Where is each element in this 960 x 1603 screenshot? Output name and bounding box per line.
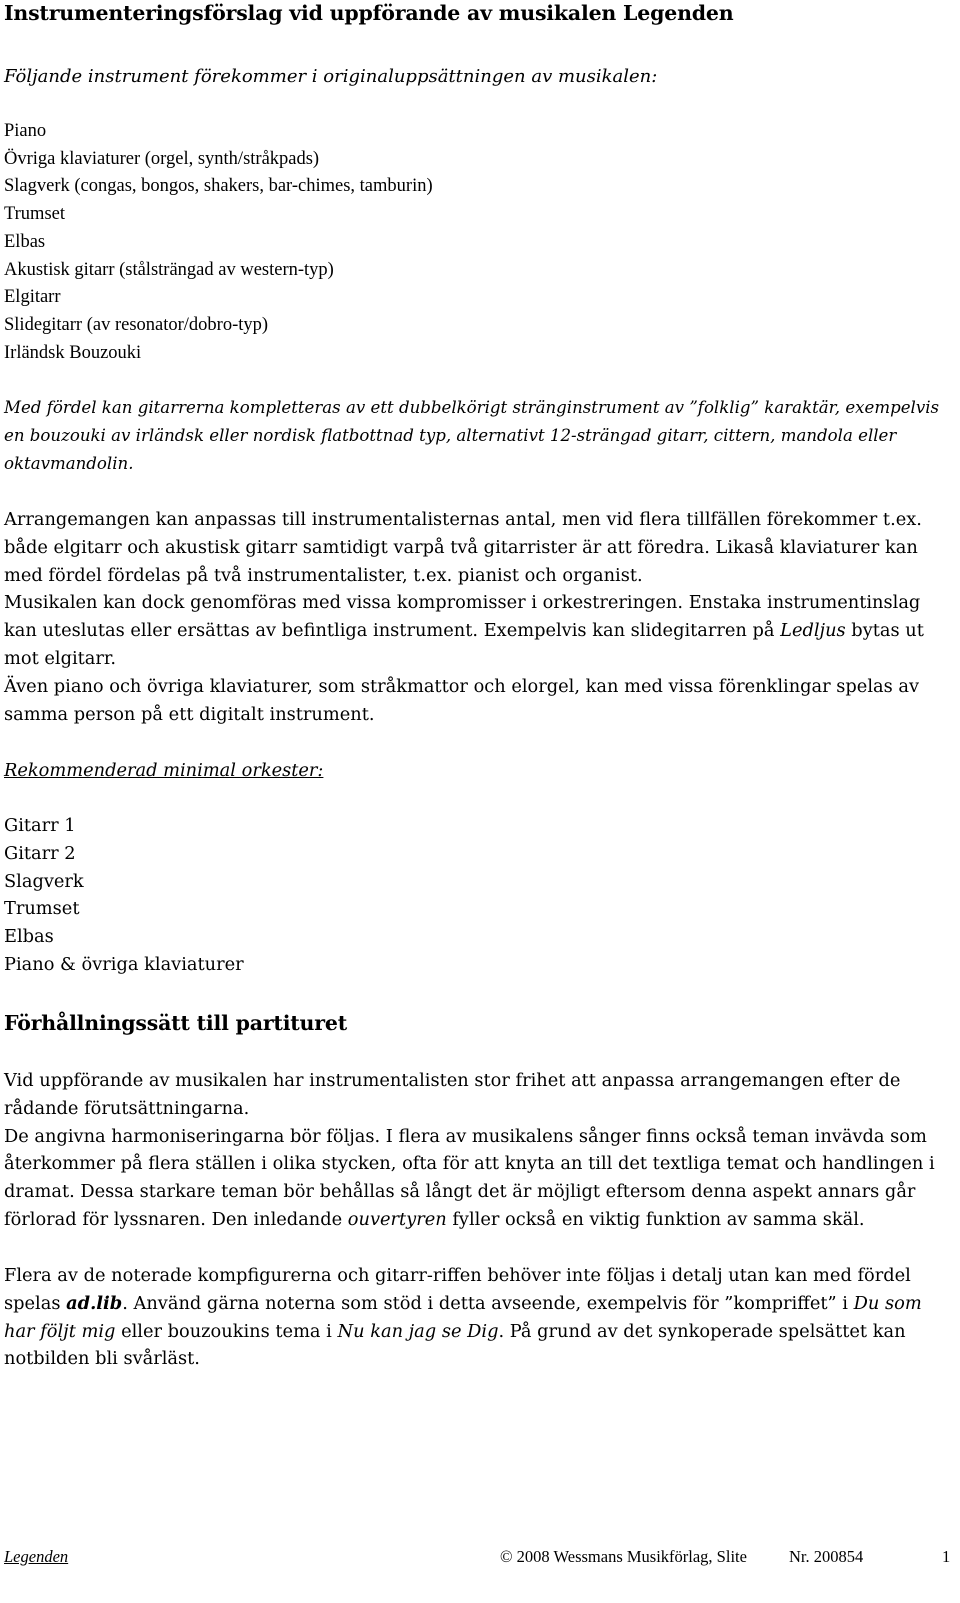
adlib-term: ad.lib xyxy=(66,1292,123,1314)
line-text: . På grund av det synkoperade spelsättet kan xyxy=(498,1320,906,1342)
line-text: . Använd gärna noterna som stöd i detta avseende, exempelvis för ”kompriffet” i xyxy=(122,1292,854,1314)
list-item: Irländsk Bouzouki xyxy=(4,342,142,363)
song-title: Ledljus xyxy=(780,620,846,642)
line-text: förlorad för lyssnaren. Den inledande xyxy=(4,1208,348,1230)
list-item: Gitarr 1 xyxy=(4,815,76,836)
list-item: Trumset xyxy=(4,204,66,225)
footer-number: Nr. 200854 xyxy=(789,1547,864,1566)
paragraph-line: Med fördel kan gitarrerna kompletteras av ett dubbelkörigt stränginstrument av ”folklig” karaktär, exempelvis xyxy=(4,398,940,417)
paragraph-line: rådande förutsättningarna. xyxy=(4,1097,250,1119)
line-text: eller bouzoukins tema i xyxy=(115,1320,338,1342)
list-item: Övriga klaviaturer (orgel, synth/stråkpads) xyxy=(4,148,320,169)
paragraph-line: oktavmandolin. xyxy=(4,453,134,473)
arrangement-paragraph xyxy=(4,506,924,728)
line-text: spelas xyxy=(4,1292,67,1314)
paragraph-line: mot elgitarr. xyxy=(4,647,117,669)
list-item: Slagverk (congas, bongos, shakers, bar-chimes, tamburin) xyxy=(4,176,433,197)
list-item: Slagverk xyxy=(4,870,84,892)
list-item: Slidegitarr (av resonator/dobro-typ) xyxy=(4,314,269,335)
section-heading: Förhållningssätt till partituret xyxy=(4,1011,347,1035)
italic-paragraph xyxy=(4,394,939,477)
list-item: Elbas xyxy=(4,926,54,948)
paragraph-line: återkommer på flera ställen i olika stycken, ofta för att knyta an till det textliga temat och handlingen i xyxy=(4,1153,935,1175)
minimal-orchestra-list xyxy=(4,812,244,979)
intro-text: Följande instrument förekommer i originaluppsättningen av musikalen: xyxy=(4,66,658,87)
minimal-orchestra-heading: Rekommenderad minimal orkester: xyxy=(4,760,324,781)
paragraph-line: med fördel fördelas på två instrumentalister, t.ex. pianist och organist. xyxy=(4,564,643,586)
paragraph-line: Flera av de noterade kompfigurerna och gitarr-riffen behöver inte följas i detalj utan kan med fördel xyxy=(4,1265,911,1286)
list-item: Trumset xyxy=(4,898,80,920)
footer-copyright: © 2008 Wessmans Musikförlag, Slite xyxy=(500,1547,747,1566)
line-text: fyller också en viktig funktion av samma skäl. xyxy=(446,1208,865,1230)
list-item: Akustisk gitarr (stålsträngad av western-typ) xyxy=(4,259,334,280)
list-item: Gitarr 2 xyxy=(4,842,76,864)
score-paragraph xyxy=(4,1067,935,1234)
line-text: kan uteslutas eller ersättas av befintliga instrument. Exempelvis kan slidegitarren på xyxy=(4,620,781,642)
list-item: Elgitarr xyxy=(4,287,61,308)
paragraph-line: både elgitarr och akustisk gitarr samtidigt varpå två gitarrister är att föredra. Likaså klaviaturer kan xyxy=(4,536,918,558)
paragraph-line: Även piano och övriga klaviaturer, som stråkmattor och elorgel, kan med vissa förenklingar spelas av xyxy=(4,675,920,697)
footer-title: Legenden xyxy=(4,1547,69,1566)
paragraph-line xyxy=(4,1318,922,1346)
paragraph-line: Vid uppförande av musikalen har instrumentalisten stor frihet att anpassa arrangemangen efter de xyxy=(4,1070,901,1091)
list-item: Piano & övriga klaviaturer xyxy=(4,953,244,975)
paragraph-line: samma person på ett digitalt instrument. xyxy=(4,703,375,725)
adlib-paragraph xyxy=(4,1262,922,1373)
list-item: Elbas xyxy=(4,231,46,252)
paragraph-line: Musikalen kan dock genomföras med vissa kompromisser i orkestreringen. Enstaka instrumentinslag xyxy=(4,592,921,614)
paragraph-line xyxy=(4,617,924,645)
paragraph-line: Arrangemangen kan anpassas till instrumentalisternas antal, men vid flera tillfällen förekommer t.ex. xyxy=(4,509,922,530)
song-title: Nu kan jag se Dig xyxy=(337,1320,499,1342)
page-number: 1 xyxy=(942,1547,951,1566)
list-item: Piano xyxy=(4,121,47,141)
instrument-list xyxy=(4,118,433,367)
paragraph-line xyxy=(4,1206,935,1234)
line-text: bytas ut xyxy=(845,620,924,642)
paragraph-line xyxy=(4,1290,922,1318)
document-title: Instrumenteringsförslag vid uppförande av musikalen Legenden xyxy=(4,1,734,25)
song-title: har följt mig xyxy=(4,1320,116,1342)
song-title: Du som xyxy=(853,1292,922,1314)
paragraph-line: dramat. Dessa starkare teman bör behållas så långt det är möjligt eftersom denna aspekt annars går xyxy=(4,1181,916,1203)
paragraph-line: en bouzouki av irländsk eller nordisk flatbottnad typ, alternativt 12-strängad gitarr, cittern, mandola eller xyxy=(4,425,897,445)
paragraph-line: notbilden bli svårläst. xyxy=(4,1348,200,1370)
paragraph-line: De angivna harmoniseringarna bör följas. I flera av musikalens sånger finns också teman invävda som xyxy=(4,1125,927,1147)
overture-term: ouvertyren xyxy=(347,1208,447,1230)
